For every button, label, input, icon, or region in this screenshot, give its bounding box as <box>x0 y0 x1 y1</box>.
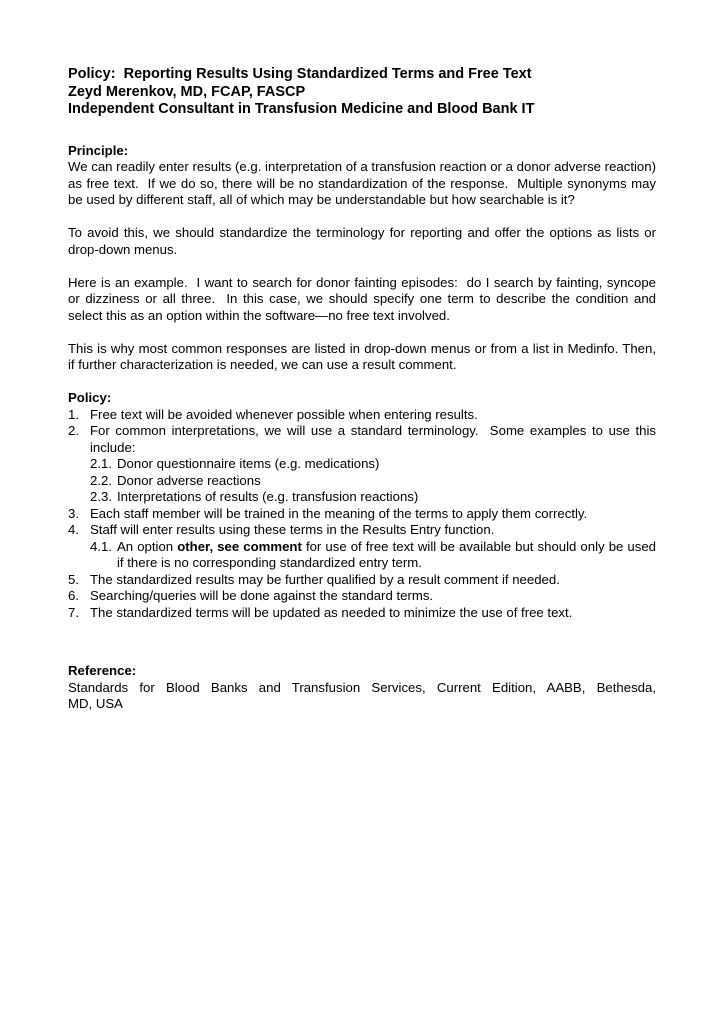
list-item <box>68 506 656 523</box>
list-item-marker: 1. <box>68 406 79 422</box>
list-item <box>68 407 656 424</box>
doc-author-role: Independent Consultant in Transfusion Medicine and Blood Bank IT <box>68 101 535 117</box>
principle-paragraph: To avoid this, we should standardize the terminology for reporting and offer the options as lists or drop-down menus. <box>68 225 656 257</box>
list-item-text: For common interpretations, we will use a standard terminology. Some examples to use this include: <box>90 423 656 455</box>
list-item <box>68 423 656 456</box>
list-item-marker: 5. <box>68 571 79 587</box>
principle-paragraph: We can readily enter results (e.g. interpretation of a transfusion reaction or a donor adverse reaction) as free text. If we do so, there will be no standardization of the response. Multiple synonyms may be used by different staff, all of which may be understandable but how searchable is it? <box>68 159 656 207</box>
list-item-marker: 3. <box>68 505 79 521</box>
list-item-text: Interpretations of results (e.g. transfusion reactions) <box>117 489 419 504</box>
list-item <box>68 605 656 622</box>
document-header <box>68 66 656 119</box>
document-body <box>68 66 656 713</box>
reference-heading: Reference: <box>68 663 137 678</box>
list-item-text-bold: other, see comment <box>177 538 302 554</box>
list-item <box>68 572 656 589</box>
list-item-marker: 7. <box>68 604 79 620</box>
list-item-marker: 2.2. <box>90 472 112 488</box>
list-item-text <box>117 539 656 572</box>
list-item-text: Free text will be avoided whenever possible when entering results. <box>90 406 478 422</box>
doc-author: Zeyd Merenkov, MD, FCAP, FASCP <box>68 83 306 100</box>
list-item <box>68 588 656 605</box>
list-item-text: Each staff member will be trained in the meaning of the terms to apply them correctly. <box>90 505 588 521</box>
list-subitem <box>90 456 656 473</box>
list-item-text: Donor questionnaire items (e.g. medications) <box>117 456 380 471</box>
list-item-marker: 6. <box>68 588 79 603</box>
policy-section <box>68 390 656 621</box>
reference-text-line: MD, USA <box>68 696 123 711</box>
principle-paragraph: Here is an example. I want to search for donor fainting episodes: do I search by fainting, syncope or dizziness or all three. In this case, we should specify one term to describe the condition and select this as an option within the software—no free text involved. <box>68 274 656 323</box>
list-item-text: The standardized results may be further qualified by a result comment if needed. <box>90 571 560 587</box>
list-item-marker: 4.1. <box>90 538 112 554</box>
principle-paragraph: This is why most common responses are listed in drop-down menus or from a list in Medinfo. Then, if further characterization is needed, we can use a result comment. <box>68 340 656 372</box>
list-item-text-segment: for use of free text will be available but should only be used if there is no corresponding standardized entry term. <box>117 538 657 570</box>
list-item-text: Staff will enter results using these terms in the Results Entry function. <box>90 522 495 537</box>
list-subitem <box>90 473 656 490</box>
list-item-marker: 2. <box>68 423 79 438</box>
list-item <box>68 522 656 539</box>
doc-title: Policy: Reporting Results Using Standardized Terms and Free Text <box>68 66 532 82</box>
list-item-text: The standardized terms will be updated as needed to minimize the use of free text. <box>90 604 573 620</box>
reference-text-line: Standards for Blood Banks and Transfusion Services, Current Edition, AABB, Bethesda, <box>68 679 656 695</box>
policy-heading: Policy: <box>68 390 112 405</box>
list-subitem <box>90 489 656 506</box>
list-item-marker: 4. <box>68 522 79 537</box>
reference-section <box>68 663 656 713</box>
list-item-text: Donor adverse reactions <box>117 472 261 488</box>
list-item-marker: 2.1. <box>90 456 112 471</box>
list-subitem <box>90 539 656 572</box>
list-item-text: Searching/queries will be done against the standard terms. <box>90 588 434 603</box>
principle-section <box>68 143 656 374</box>
list-item-marker: 2.3. <box>90 489 112 504</box>
principle-heading: Principle: <box>68 142 129 158</box>
list-item-text-segment: An option <box>117 538 178 554</box>
policy-list <box>68 407 656 622</box>
